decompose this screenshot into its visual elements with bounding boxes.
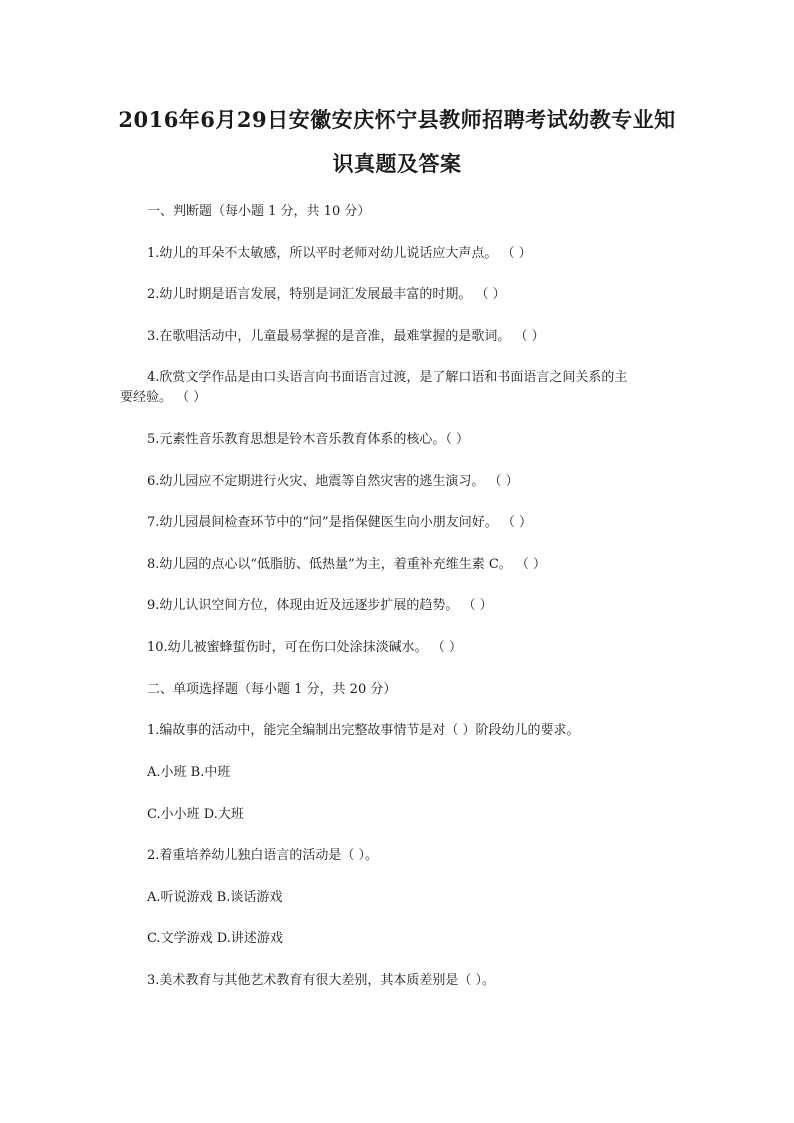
question-item: 8.幼儿园的点心以“低脂肪、低热量”为主，着重补充维生素 C。 （ ） xyxy=(147,557,547,572)
question-item: 7.幼儿园晨间检查环节中的“问”是指保健医生向小朋友问好。 （ ） xyxy=(147,515,532,530)
title-line-1: 2016年6月29日安徽安庆怀宁县教师招聘考试幼教专业知 xyxy=(118,107,676,132)
question-item-continuation: 要经验。 （ ） xyxy=(120,390,207,405)
answer-options: A.听说游戏 B.谈话游戏 xyxy=(147,890,283,905)
question-item: 1.幼儿的耳朵不太敏感，所以平时老师对幼儿说话应大声点。 （ ） xyxy=(147,246,532,261)
answer-options: A.小班 B.中班 xyxy=(147,765,231,780)
answer-options: C.小小班 D.大班 xyxy=(147,807,244,822)
question-item: 5.元素性音乐教育思想是铃木音乐教育体系的核心。（ ） xyxy=(147,432,470,447)
question-item: 4.欣赏文学作品是由口头语言向书面语言过渡，是了解口语和书面语言之间关系的主 xyxy=(147,370,628,385)
question-item: 10.幼儿被蜜蜂蜇伤时，可在伤口处涂抹淡碱水。 （ ） xyxy=(147,640,462,655)
question-item: 3.美术教育与其他艺术教育有很大差别，其本质差别是（ ）。 xyxy=(147,973,496,988)
question-item: 2.着重培养幼儿独白语言的活动是（ ）。 xyxy=(147,848,379,863)
answer-options: C.文学游戏 D.讲述游戏 xyxy=(147,931,283,946)
question-item: 3.在歌唱活动中，儿童最易掌握的是音准，最难掌握的是歌词。 （ ） xyxy=(147,329,545,344)
title-line-2: 识真题及答案 xyxy=(332,151,462,176)
document-title xyxy=(100,98,694,186)
question-item: 2.幼儿时期是语言发展，特别是词汇发展最丰富的时期。 （ ） xyxy=(147,287,506,302)
question-item: 1.编故事的活动中，能完全编制出完整故事情节是对（ ）阶段幼儿的要求。 xyxy=(147,723,580,738)
question-item: 9.幼儿认识空间方位，体现由近及远逐步扩展的趋势。 （ ） xyxy=(147,598,493,613)
question-item: 6.幼儿园应不定期进行火灾、地震等自然灾害的逃生演习。 （ ） xyxy=(147,474,519,489)
section-heading-judgement: 一、判断题（每小题 1 分，共 10 分） xyxy=(147,204,371,219)
section-heading-single-choice: 二、单项选择题（每小题 1 分，共 20 分） xyxy=(147,682,397,697)
